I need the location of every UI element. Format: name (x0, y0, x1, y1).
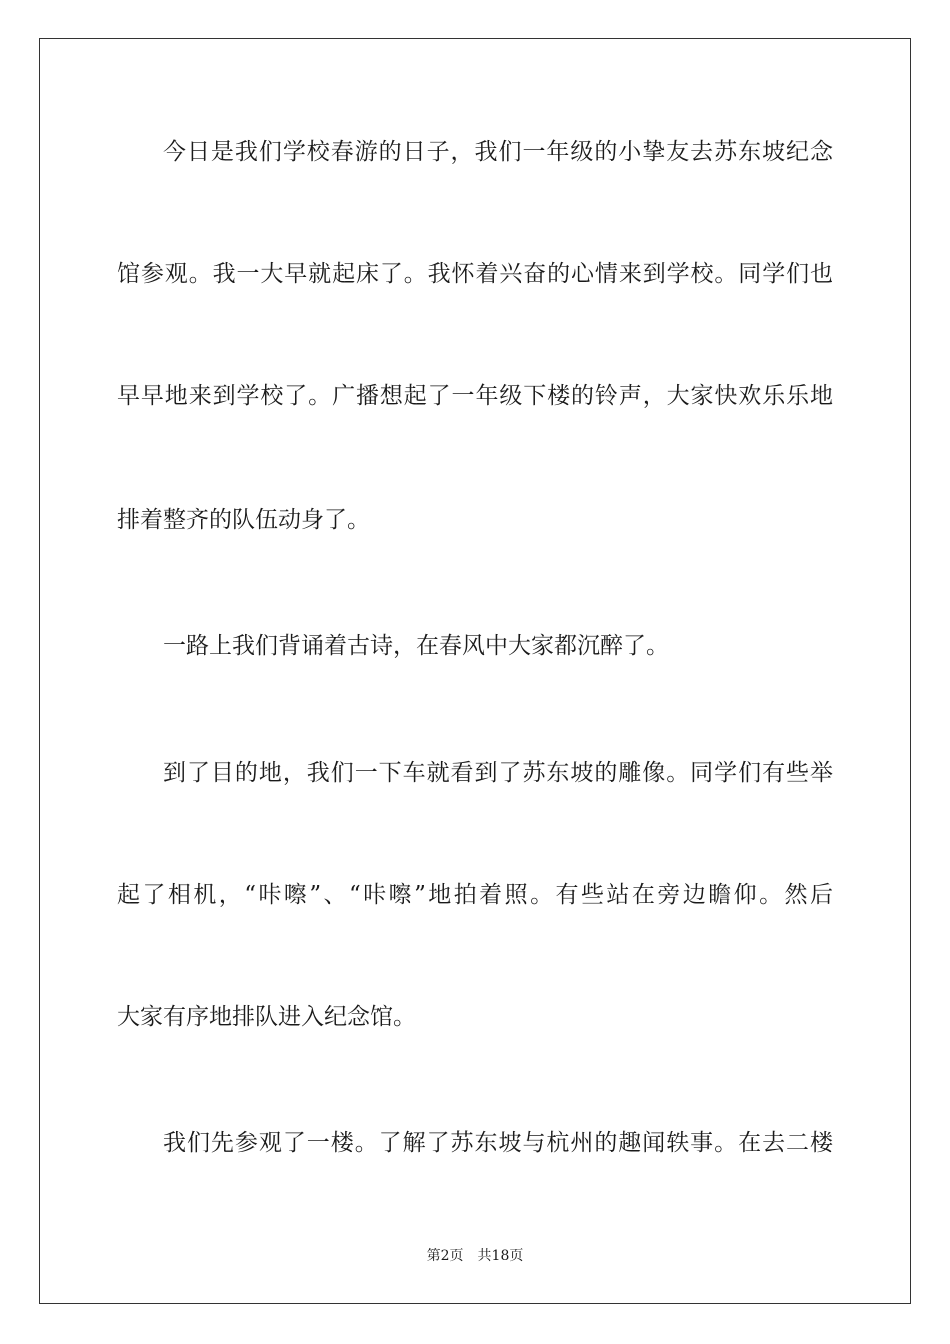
paragraph-3-line-1: 到了目的地，我们一下车就看到了苏东坡的雕像。同学们有些举 (163, 760, 833, 786)
page-border (39, 38, 911, 1304)
page-footer (0, 1245, 950, 1265)
page-number: 第2页 (426, 1248, 464, 1264)
paragraph-1-line-1: 今日是我们学校春游的日子，我们一年级的小挚友去苏东坡纪念 (163, 139, 833, 165)
paragraph-2-line-1: 一路上我们背诵着古诗，在春风中大家都沉醉了。 (163, 633, 669, 659)
paragraph-1-line-4: 排着整齐的队伍动身了。 (117, 507, 370, 533)
paragraph-1-line-3: 早早地来到学校了。广播想起了一年级下楼的铃声，大家快欢乐乐地 (117, 383, 833, 409)
paragraph-4-line-1: 我们先参观了一楼。了解了苏东坡与杭州的趣闻轶事。在去二楼 (163, 1130, 833, 1156)
page-total: 共18页 (477, 1248, 524, 1264)
paragraph-3-line-2: 起了相机，“咔嚓”、“咔嚓”地拍着照。有些站在旁边瞻仰。然后 (117, 882, 833, 908)
paragraph-1-line-2: 馆参观。我一大早就起床了。我怀着兴奋的心情来到学校。同学们也 (117, 261, 833, 287)
paragraph-3-line-3: 大家有序地排队进入纪念馆。 (117, 1004, 416, 1030)
